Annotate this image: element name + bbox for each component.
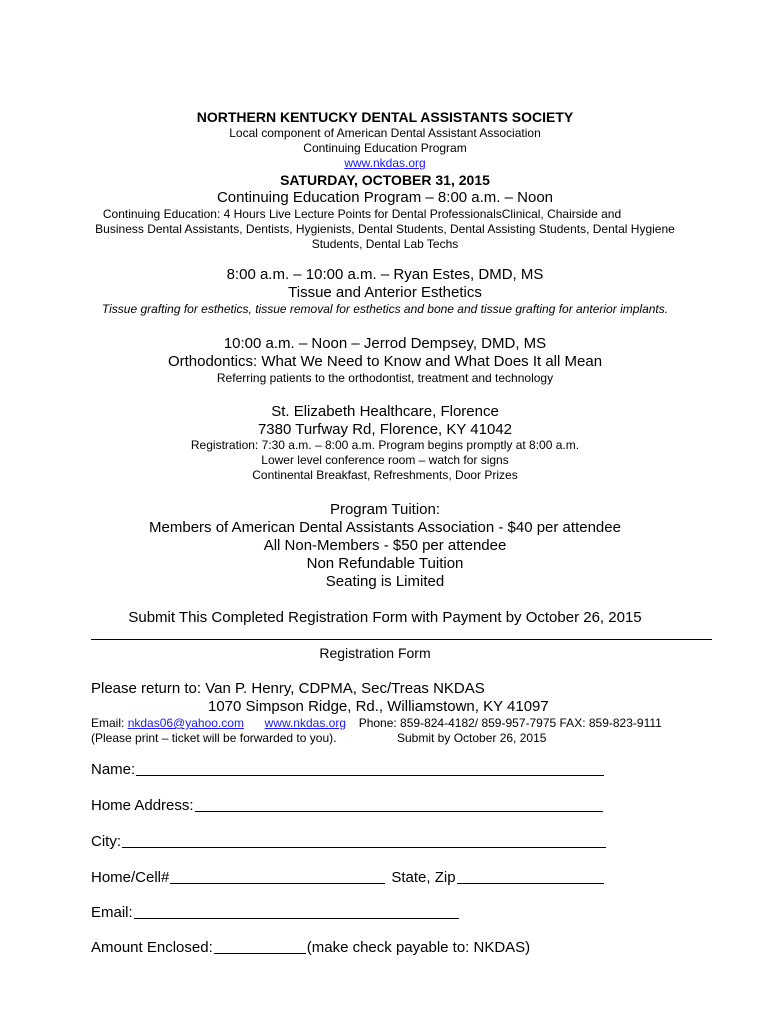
- email-link[interactable]: nkdas06@yahoo.com: [127, 716, 244, 730]
- home-cell-label: Home/Cell#: [91, 869, 170, 886]
- email-input-line[interactable]: [134, 903, 459, 919]
- home-cell-field-row: [91, 868, 605, 886]
- return-to: Please return to: Van P. Henry, CDPMA, Sec/Treas NKDAS: [91, 680, 485, 697]
- header-link-row: [0, 156, 770, 170]
- phone-fax: Phone: 859-824-4182/ 859-957-7975 FAX: 859-823-9111: [358, 716, 662, 730]
- tuition-members: Members of American Dental Assistants Association - $40 per attendee: [149, 519, 621, 536]
- city-label: City:: [91, 833, 121, 850]
- divider: [91, 639, 712, 640]
- session2-time-speaker: 10:00 a.m. – Noon – Jerrod Dempsey, DMD, MS: [223, 335, 547, 352]
- tuition-seating: Seating is Limited: [325, 573, 445, 590]
- form-title: Registration Form: [319, 645, 431, 661]
- tuition-refund: Non Refundable Tuition: [306, 555, 464, 572]
- name-input-line[interactable]: [136, 760, 604, 776]
- home-address-label: Home Address:: [91, 797, 194, 814]
- food-note: Continental Breakfast, Refreshments, Door Prizes: [252, 468, 518, 482]
- print-note: (Please print – ticket will be forwarded to you).: [91, 731, 337, 745]
- session2-title: Orthodontics: What We Need to Know and What Does It all Mean: [167, 353, 603, 370]
- submit-by: Submit by October 26, 2015: [397, 731, 547, 745]
- session2-description: Referring patients to the orthodontist, treatment and technology: [216, 371, 554, 385]
- tuition-non-members: All Non-Members - $50 per attendee: [263, 537, 507, 554]
- city-field-row: [91, 832, 607, 850]
- home-address-input-line[interactable]: [195, 796, 603, 812]
- email-field-label: Email:: [91, 904, 133, 921]
- ce-line-1: Continuing Education: 4 Hours Live Lecture Points for Dental ProfessionalsClinical, Chairside and: [102, 207, 622, 221]
- session1-title: Tissue and Anterior Esthetics: [288, 284, 482, 301]
- tuition-heading: Program Tuition:: [329, 501, 441, 518]
- city-input-line[interactable]: [122, 832, 606, 848]
- contact-row: [91, 716, 662, 730]
- ce-line-3: Students, Dental Lab Techs: [311, 237, 459, 251]
- state-zip-input-line[interactable]: [457, 868, 604, 884]
- payable-note: (make check payable to: NKDAS): [306, 939, 531, 956]
- venue-address: 7380 Turfway Rd, Florence, KY 41042: [257, 421, 513, 438]
- form-website-link[interactable]: www.nkdas.org: [264, 716, 346, 730]
- submit-notice: Submit This Completed Registration Form with Payment by October 26, 2015: [128, 609, 642, 626]
- ce-line-2: Business Dental Assistants, Dentists, Hygienists, Dental Students, Dental Assisting Students, Dental Hygiene: [95, 222, 675, 236]
- home-cell-input-line[interactable]: [170, 868, 385, 884]
- amount-field-row: [91, 938, 530, 956]
- society-title: NORTHERN KENTUCKY DENTAL ASSISTANTS SOCIETY: [196, 109, 574, 125]
- program-line: Continuing Education Program: [303, 141, 467, 155]
- amount-input-line[interactable]: [214, 938, 306, 954]
- event-time: Continuing Education Program – 8:00 a.m. – Noon: [216, 189, 554, 206]
- home-address-field-row: [91, 796, 604, 814]
- component-line: Local component of American Dental Assistant Association: [229, 126, 541, 140]
- session1-time-speaker: 8:00 a.m. – 10:00 a.m. – Ryan Estes, DMD, MS: [226, 266, 544, 283]
- session1-description: Tissue grafting for esthetics, tissue removal for esthetics and bone and tissue grafting for anterior implants.: [101, 302, 669, 316]
- email-label: Email:: [91, 716, 125, 730]
- event-date: SATURDAY, OCTOBER 31, 2015: [280, 172, 490, 188]
- name-field-row: [91, 760, 605, 778]
- return-address: 1070 Simpson Ridge, Rd., Williamstown, KY 41097: [208, 698, 549, 715]
- registration-time: Registration: 7:30 a.m. – 8:00 a.m. Program begins promptly at 8:00 a.m.: [190, 438, 580, 452]
- website-link[interactable]: www.nkdas.org: [344, 156, 426, 170]
- email-field-row: [91, 903, 460, 921]
- amount-label: Amount Enclosed:: [91, 939, 213, 956]
- name-label: Name:: [91, 761, 136, 778]
- state-zip-label: State, Zip: [391, 869, 456, 886]
- venue-name: St. Elizabeth Healthcare, Florence: [271, 403, 499, 420]
- room-note: Lower level conference room – watch for signs: [261, 453, 509, 467]
